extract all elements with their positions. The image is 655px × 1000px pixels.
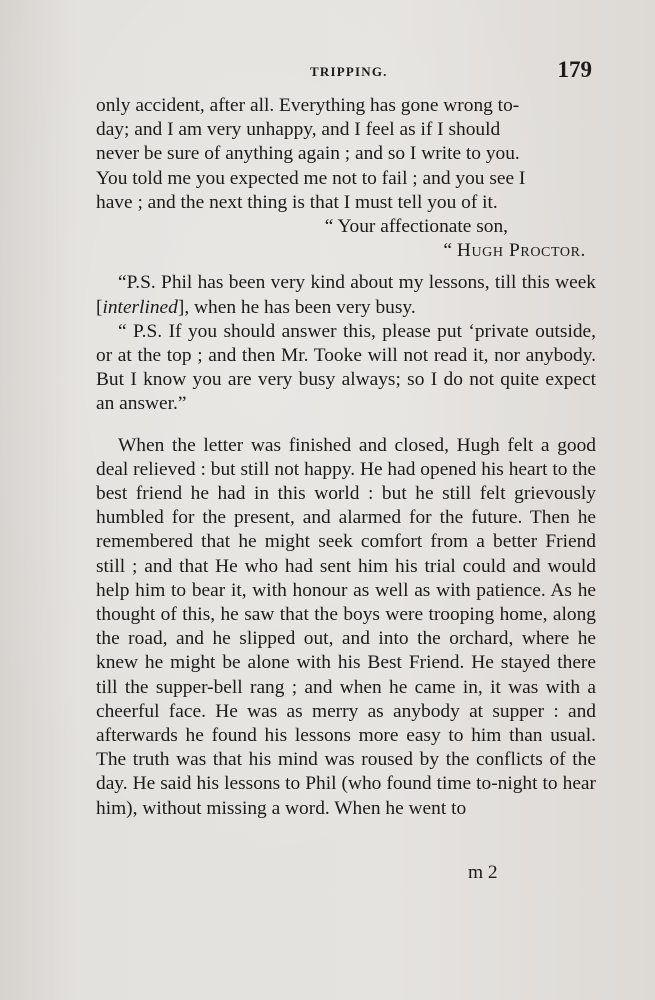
letter-line: day; and I am very unhappy, and I feel as if I should [96,119,501,141]
signature-open-quote: “ [443,240,457,262]
letter-line: You told me you expected me not to fail ; and you see I [96,167,526,189]
body-text [96,94,596,821]
letter-closing: “ Your affectionate son, [324,216,508,238]
letter-signature [96,239,596,263]
printer-signature-mark: m 2 [468,862,498,883]
postscript-2: “ P.S. If you should answer this, please put ‘private outside, or at the top ; and then Mr. Tooke will not read it, nor anybody. But I know you are very busy always; so I do not quite expect an answer.” [96,320,596,415]
signature-name: Hugh Proctor. [456,240,586,262]
page-number: 179 [557,57,592,82]
postscript-1: “P.S. Phil has been very kind about my lessons, till this week [interlined], when he has been very busy. [96,272,596,318]
running-head [95,57,600,88]
letter-line: have ; and the next thing is that I must tell you of it. [96,191,498,213]
running-title: TRIPPING. [310,64,388,79]
narrative-paragraph: When the letter was finished and closed, Hugh felt a good deal relieved : but still not happy. He had opened his heart to the best friend he had in this world : but he still felt grievously humbled for the present, and alarmed for the future. Then he remembered that he might seek comfort from a better Friend still ; and that He who had sent him his trial could and would help him to bear it, with honour as well as with patience. As he thought of this, he saw that the boys were trooping home, along the road, and he slipped out, and into the orchard, where he knew he might be alone with his Best Friend. He stayed there till the supper-bell rang ; and when he came in, it was with a cheerful face. He was as merry as anybody at supper : and afterwards he found his lessons more easy to him than usual. The truth was that his mind was roused by the conflicts of the day. He said his lessons to Phil (who found time to-night to hear him), without missing a word. When he went to [96,434,596,819]
letter-line: never be sure of anything again ; and so I write to you. [96,143,520,165]
postscript-italic: interlined [102,296,178,318]
letter-line: only accident, after all. Everything has gone wrong to- [96,95,520,116]
